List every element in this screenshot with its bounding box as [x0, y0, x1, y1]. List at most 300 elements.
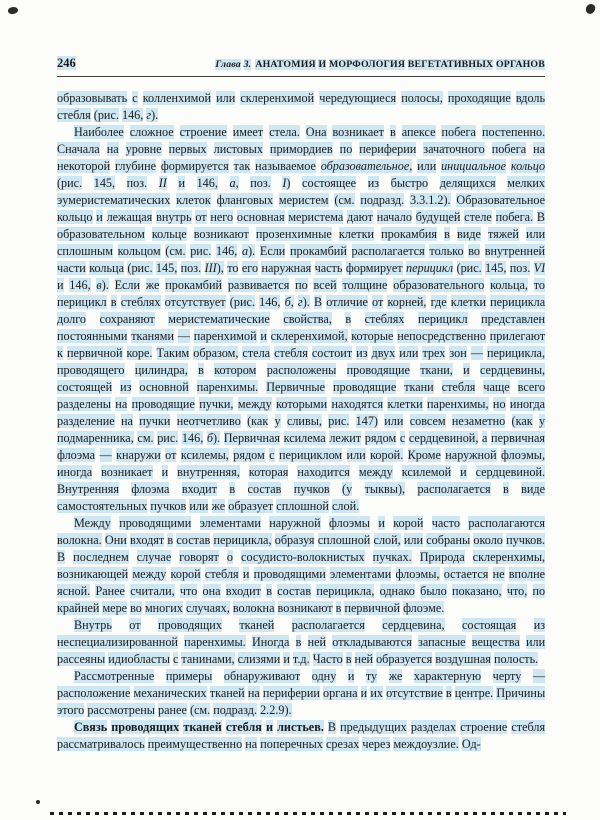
- word-highlight: называемое: [255, 159, 316, 173]
- word-highlight: возникают: [193, 227, 249, 241]
- word-highlight: и: [161, 465, 169, 479]
- word-highlight: прилегают: [489, 329, 545, 343]
- word-highlight: ней: [354, 652, 374, 666]
- word-highlight: механических: [133, 686, 207, 700]
- word-highlight: паренхимы.: [184, 635, 246, 649]
- word-highlight: находятся: [331, 397, 384, 411]
- word-highlight: меристем: [278, 193, 329, 207]
- word-highlight: пучков.: [506, 533, 545, 547]
- word-highlight: АНАТОМИЯ: [255, 59, 316, 70]
- word-highlight: склеренхимой,: [270, 329, 348, 343]
- word-highlight: первых: [168, 142, 207, 156]
- word-highlight: входит: [225, 584, 261, 598]
- word-highlight: черту: [492, 669, 522, 683]
- paragraph: [57, 124, 545, 515]
- word-highlight: входят: [129, 533, 165, 547]
- word-highlight: б: [206, 431, 213, 445]
- word-highlight: образовательное: [320, 159, 410, 173]
- word-highlight: В: [313, 295, 323, 309]
- word-highlight: по: [295, 278, 308, 292]
- word-highlight: разделены: [57, 397, 111, 411]
- word-highlight: развивается: [227, 278, 290, 292]
- word-highlight: см.: [137, 431, 154, 445]
- word-highlight: меристема: [288, 210, 344, 224]
- word-highlight: фланговых: [216, 193, 274, 207]
- word-highlight: или: [417, 159, 437, 173]
- word-highlight: Она: [305, 125, 327, 139]
- word-highlight: двух: [371, 346, 396, 360]
- word-highlight: ранее: [158, 703, 187, 717]
- word-highlight: (рис.: [93, 108, 119, 122]
- word-highlight: вполне: [508, 567, 545, 581]
- word-highlight: и: [96, 210, 103, 224]
- word-highlight: ткани,: [420, 363, 453, 377]
- word-highlight: показано,: [451, 584, 502, 598]
- word-highlight: стела: [242, 346, 271, 360]
- word-highlight: ОРГАНОВ: [495, 59, 545, 70]
- word-highlight: в: [389, 125, 396, 139]
- word-highlight: слой,: [373, 533, 401, 547]
- word-highlight: строение: [460, 720, 508, 734]
- word-highlight: в: [445, 686, 452, 700]
- word-highlight: кольцо: [510, 159, 545, 173]
- word-highlight: в: [335, 601, 342, 615]
- word-highlight: между: [358, 465, 393, 479]
- word-highlight: (у: [342, 482, 353, 496]
- word-highlight: пучков: [293, 482, 330, 496]
- word-highlight: Од-: [461, 737, 481, 751]
- word-highlight: паренхимы.: [196, 380, 259, 394]
- word-highlight: где: [430, 295, 447, 309]
- word-highlight: клетки: [387, 397, 423, 411]
- word-highlight: В: [327, 720, 337, 734]
- word-highlight: флоэма: [57, 448, 96, 462]
- word-highlight: долго: [57, 312, 87, 326]
- text-run: [534, 261, 545, 275]
- word-highlight: сплошной: [276, 499, 329, 513]
- word-highlight: рис.: [190, 244, 212, 258]
- word-highlight: стеблях: [120, 295, 161, 309]
- word-highlight: рядом: [364, 431, 397, 445]
- word-highlight: из: [356, 346, 368, 360]
- word-highlight: в: [502, 482, 509, 496]
- word-highlight: состав: [247, 482, 282, 496]
- word-highlight: часть: [314, 261, 343, 275]
- word-highlight: наружной: [269, 516, 321, 530]
- word-highlight: в: [345, 312, 352, 326]
- word-highlight: образовывать: [57, 91, 128, 105]
- word-highlight: вещества: [471, 635, 520, 649]
- word-highlight: свойства,: [283, 312, 332, 326]
- word-highlight: клеток: [176, 193, 211, 207]
- word-highlight: побега.: [495, 210, 534, 224]
- word-highlight: стебля: [204, 567, 239, 581]
- word-highlight: по: [339, 142, 353, 156]
- word-highlight: кольца,: [490, 278, 528, 292]
- word-highlight: тканей: [239, 618, 275, 632]
- word-highlight: но: [492, 397, 506, 411]
- word-highlight: Внутренняя: [57, 482, 119, 496]
- word-highlight: на: [245, 737, 258, 751]
- word-highlight: цилиндра,: [134, 363, 188, 377]
- word-highlight: пучков: [150, 499, 187, 513]
- word-highlight: стебля: [274, 346, 308, 360]
- word-highlight: Если: [259, 244, 286, 258]
- word-highlight: и: [242, 567, 250, 581]
- word-highlight: в: [167, 533, 174, 547]
- word-highlight: на: [120, 414, 133, 428]
- word-highlight: прокамбий: [290, 244, 347, 258]
- word-highlight: строение: [179, 125, 227, 139]
- word-highlight: периферии: [359, 142, 417, 156]
- word-highlight: апексе: [401, 125, 436, 139]
- word-highlight: к: [57, 346, 63, 360]
- word-highlight: отсутствует: [164, 295, 226, 309]
- word-highlight: состоящей: [57, 380, 113, 394]
- word-highlight: через: [362, 737, 391, 751]
- word-highlight: коре.: [126, 346, 153, 360]
- word-highlight: воздушная: [435, 652, 491, 666]
- word-highlight: кольца: [89, 261, 124, 275]
- word-highlight: незаметно: [451, 414, 506, 428]
- word-highlight: 3.3.1.2).: [409, 193, 451, 207]
- word-highlight: расположены: [266, 363, 337, 377]
- word-highlight: иногда: [57, 465, 93, 479]
- word-highlight: Наиболее: [74, 125, 124, 139]
- word-highlight: ).: [151, 108, 159, 122]
- word-highlight: по: [532, 584, 545, 598]
- word-highlight: делящихся: [439, 176, 496, 190]
- scan-artifact-dotted-line: [50, 812, 566, 815]
- word-highlight: г: [297, 295, 303, 309]
- word-highlight: I: [282, 176, 287, 190]
- word-highlight: сохраняют: [99, 312, 155, 326]
- word-highlight: Если: [114, 278, 141, 292]
- word-highlight: ней: [307, 635, 327, 649]
- word-highlight: Первичные: [266, 380, 326, 394]
- word-highlight: эумеристематических: [57, 193, 171, 207]
- text-run: [167, 176, 230, 190]
- word-highlight: образовательного: [393, 278, 485, 292]
- word-highlight: виде: [521, 482, 545, 496]
- word-highlight: сливы,: [286, 414, 322, 428]
- word-highlight: возникает: [332, 125, 384, 139]
- word-highlight: 146,: [69, 278, 91, 292]
- word-highlight: и: [265, 720, 273, 734]
- word-highlight: глубине: [114, 159, 157, 173]
- word-highlight: которыми: [276, 397, 328, 411]
- word-highlight: 146,: [259, 295, 281, 309]
- word-highlight: Внутрь: [74, 618, 112, 632]
- word-highlight: 146,: [121, 108, 144, 122]
- word-highlight: говорят: [179, 550, 219, 564]
- word-highlight: кольцо: [57, 210, 93, 224]
- word-highlight: б,: [284, 295, 294, 309]
- word-highlight: многих: [144, 601, 183, 615]
- word-highlight: 3.: [243, 59, 252, 70]
- word-highlight: всей: [313, 278, 337, 292]
- word-highlight: перицикл: [405, 261, 454, 275]
- word-highlight: ,: [235, 176, 239, 190]
- word-highlight: начало: [376, 210, 412, 224]
- paragraph: [57, 719, 545, 753]
- word-highlight: рассеяны: [57, 652, 106, 666]
- word-highlight: одну: [311, 669, 337, 683]
- word-highlight: побега: [441, 125, 476, 139]
- word-highlight: их: [370, 686, 383, 700]
- word-highlight: листьев.: [277, 720, 324, 734]
- word-highlight: тыквы),: [364, 482, 406, 496]
- word-highlight: наружная: [261, 261, 312, 275]
- word-highlight: однако: [379, 584, 415, 598]
- word-highlight: считали,: [130, 584, 175, 598]
- word-highlight: в: [229, 482, 236, 496]
- word-highlight: инициальное: [441, 159, 507, 173]
- word-highlight: сердцевиной,: [408, 431, 479, 445]
- word-highlight: состав: [277, 584, 312, 598]
- word-highlight: центре.: [454, 686, 494, 700]
- word-highlight: мелких: [507, 176, 545, 190]
- word-highlight: ксилемы,: [180, 448, 229, 462]
- word-highlight: элементами: [199, 516, 261, 530]
- word-highlight: неотчетливо: [176, 414, 241, 428]
- word-highlight: расположение: [57, 686, 131, 700]
- word-highlight: а: [229, 176, 236, 190]
- word-highlight: в: [266, 584, 272, 598]
- word-highlight: кольце: [151, 227, 187, 241]
- word-highlight: склеренхимой: [240, 91, 315, 105]
- word-highlight: сплошной: [317, 533, 371, 547]
- word-highlight: полость.: [493, 652, 539, 666]
- word-highlight: Сначала: [57, 142, 100, 156]
- word-highlight: из: [533, 618, 545, 632]
- word-highlight: перицикла,: [316, 584, 375, 598]
- word-highlight: Связь: [74, 720, 108, 734]
- word-highlight: а: [241, 244, 249, 258]
- scan-artifact-bottom-left: [36, 800, 40, 804]
- word-highlight: (как: [511, 414, 533, 428]
- word-highlight: которые: [351, 329, 394, 343]
- word-highlight: или: [189, 499, 209, 513]
- text-run: [236, 176, 283, 190]
- word-highlight: (как: [247, 414, 269, 428]
- word-highlight: 146,: [196, 176, 218, 190]
- text-run: [57, 516, 545, 615]
- word-highlight: (рис.: [127, 261, 153, 275]
- word-highlight: сосудисто-волокнистых: [241, 550, 365, 564]
- word-highlight: пучки,: [199, 397, 234, 411]
- word-highlight: корой: [393, 516, 424, 530]
- word-highlight: чередующиеся: [319, 91, 397, 105]
- word-highlight: волокна.: [57, 533, 102, 547]
- word-highlight: ксилема: [283, 431, 326, 445]
- word-highlight: флоэме.: [403, 601, 445, 615]
- word-highlight: дают: [347, 210, 373, 224]
- word-highlight: у: [538, 414, 545, 428]
- word-highlight: поперечных: [260, 737, 323, 751]
- word-highlight: на: [533, 142, 545, 156]
- word-highlight: ту: [365, 669, 378, 683]
- word-highlight: на: [247, 686, 260, 700]
- word-highlight: возникает: [101, 465, 153, 479]
- word-highlight: прокамбия: [381, 227, 438, 241]
- text-run: [409, 159, 441, 173]
- word-highlight: 146,: [215, 244, 238, 258]
- word-highlight: ).: [213, 431, 221, 445]
- word-highlight: в: [96, 278, 102, 292]
- word-highlight: и: [57, 278, 64, 292]
- word-highlight: наружной: [445, 448, 497, 462]
- word-highlight: и: [460, 465, 467, 479]
- word-highlight: Таким: [156, 346, 190, 360]
- word-highlight: тканей: [183, 720, 222, 734]
- page-number: [57, 56, 76, 71]
- word-highlight: 246: [57, 56, 76, 70]
- word-highlight: возникающей: [57, 567, 129, 581]
- word-highlight: слой.: [331, 499, 360, 513]
- word-highlight: меристематические: [168, 312, 270, 326]
- word-highlight: от: [165, 448, 177, 462]
- word-highlight: ).: [302, 295, 310, 309]
- word-highlight: Природа: [419, 550, 465, 564]
- paragraph: [57, 515, 545, 617]
- word-highlight: пучки: [139, 414, 171, 428]
- word-highlight: перицикла,: [486, 346, 545, 360]
- word-highlight: и: [178, 176, 185, 190]
- word-highlight: поз.: [509, 261, 531, 275]
- word-highlight: быстро: [390, 176, 429, 190]
- word-highlight: на: [115, 397, 128, 411]
- word-highlight: располагается: [351, 244, 425, 258]
- word-highlight: с: [269, 448, 275, 462]
- word-highlight: паренхимой: [193, 329, 257, 343]
- word-highlight: г: [146, 108, 152, 122]
- word-highlight: входит: [181, 482, 218, 496]
- word-highlight: самостоятельных: [57, 499, 148, 513]
- word-highlight: побега: [491, 142, 527, 156]
- word-highlight: в: [345, 652, 352, 666]
- word-highlight: Глава: [215, 59, 241, 70]
- word-highlight: поз.: [180, 261, 202, 275]
- word-highlight: часто: [431, 516, 460, 530]
- text-run: [57, 669, 545, 717]
- text-run: [151, 108, 158, 122]
- word-highlight: сердцевина,: [382, 618, 445, 632]
- word-highlight: трех: [422, 346, 446, 360]
- word-highlight: толщине: [342, 278, 388, 292]
- word-highlight: постоянными: [57, 329, 128, 343]
- word-highlight: тканей: [209, 686, 245, 700]
- word-highlight: всего: [517, 380, 545, 394]
- word-highlight: танинами,: [181, 652, 235, 666]
- word-highlight: проводящие: [131, 397, 195, 411]
- word-highlight: из: [120, 380, 132, 394]
- word-highlight: рядом: [233, 448, 265, 462]
- word-highlight: проходящие: [447, 91, 511, 105]
- word-highlight: флоэмы: [329, 516, 370, 530]
- word-highlight: рассмотрены: [87, 703, 155, 717]
- word-highlight: преимущественно: [147, 737, 243, 751]
- paragraph: [57, 90, 545, 124]
- word-highlight: последнем: [73, 550, 129, 564]
- word-highlight: слизями: [237, 652, 281, 666]
- text-run: [159, 176, 167, 190]
- word-highlight: ).: [101, 278, 109, 292]
- word-highlight: ксилемой: [401, 465, 452, 479]
- word-highlight: —: [532, 669, 545, 683]
- word-highlight: сложное: [129, 125, 174, 139]
- word-highlight: виде: [456, 227, 481, 241]
- word-highlight: случаях,: [185, 601, 230, 615]
- text-run: [57, 176, 159, 190]
- word-highlight: остается: [443, 567, 489, 581]
- word-highlight: а: [482, 431, 488, 445]
- word-highlight: Иногда: [251, 635, 290, 649]
- word-highlight: стеблях: [364, 312, 405, 326]
- word-highlight: ткани: [404, 380, 434, 394]
- word-highlight: (см.: [334, 193, 355, 207]
- word-highlight: ,: [409, 159, 413, 173]
- word-highlight: с: [132, 91, 138, 105]
- word-highlight: стебля: [57, 108, 91, 122]
- word-highlight: сердцевины,: [479, 363, 545, 377]
- word-highlight: лежащая: [106, 210, 153, 224]
- word-highlight: располагается: [291, 618, 365, 632]
- text-run: [57, 91, 545, 122]
- word-highlight: совсем: [409, 414, 446, 428]
- word-highlight: органа: [323, 686, 358, 700]
- word-highlight: сплошным: [57, 244, 113, 258]
- text-run: [453, 261, 534, 275]
- word-highlight: или: [346, 448, 366, 462]
- text-run: [406, 261, 453, 275]
- word-highlight: стела.: [269, 125, 300, 139]
- chapter-title: [255, 59, 545, 70]
- word-highlight: которая: [248, 465, 289, 479]
- word-highlight: проводящими: [119, 516, 192, 530]
- word-highlight: ).: [248, 244, 256, 258]
- word-highlight: мере: [102, 601, 128, 615]
- word-highlight: образуя: [274, 533, 315, 547]
- word-highlight: проводящие: [346, 363, 410, 377]
- word-highlight: разделах: [410, 720, 457, 734]
- word-highlight: (см.: [165, 244, 186, 258]
- word-highlight: первичной: [344, 601, 401, 615]
- word-highlight: вдоль: [515, 91, 545, 105]
- word-highlight: же: [145, 278, 160, 292]
- word-highlight: характерную: [413, 669, 482, 683]
- word-highlight: или: [216, 91, 236, 105]
- word-highlight: элементами: [330, 567, 392, 581]
- word-highlight: или: [399, 346, 419, 360]
- word-highlight: проводящего: [57, 363, 125, 377]
- word-highlight: иногда: [509, 397, 545, 411]
- word-highlight: с: [172, 652, 179, 666]
- word-highlight: в: [444, 227, 450, 241]
- word-highlight: II: [158, 176, 167, 190]
- word-highlight: же: [388, 669, 403, 683]
- running-header: [57, 56, 545, 77]
- word-highlight: стеле: [464, 210, 492, 224]
- word-highlight: рис.: [157, 431, 179, 445]
- word-highlight: —: [177, 329, 190, 343]
- word-highlight: волокна: [232, 601, 275, 615]
- word-highlight: Часто: [312, 652, 343, 666]
- word-highlight: не: [492, 567, 505, 581]
- word-highlight: образовательном: [57, 227, 145, 241]
- word-highlight: первичной: [66, 346, 123, 360]
- word-highlight: отсутствие: [386, 686, 443, 700]
